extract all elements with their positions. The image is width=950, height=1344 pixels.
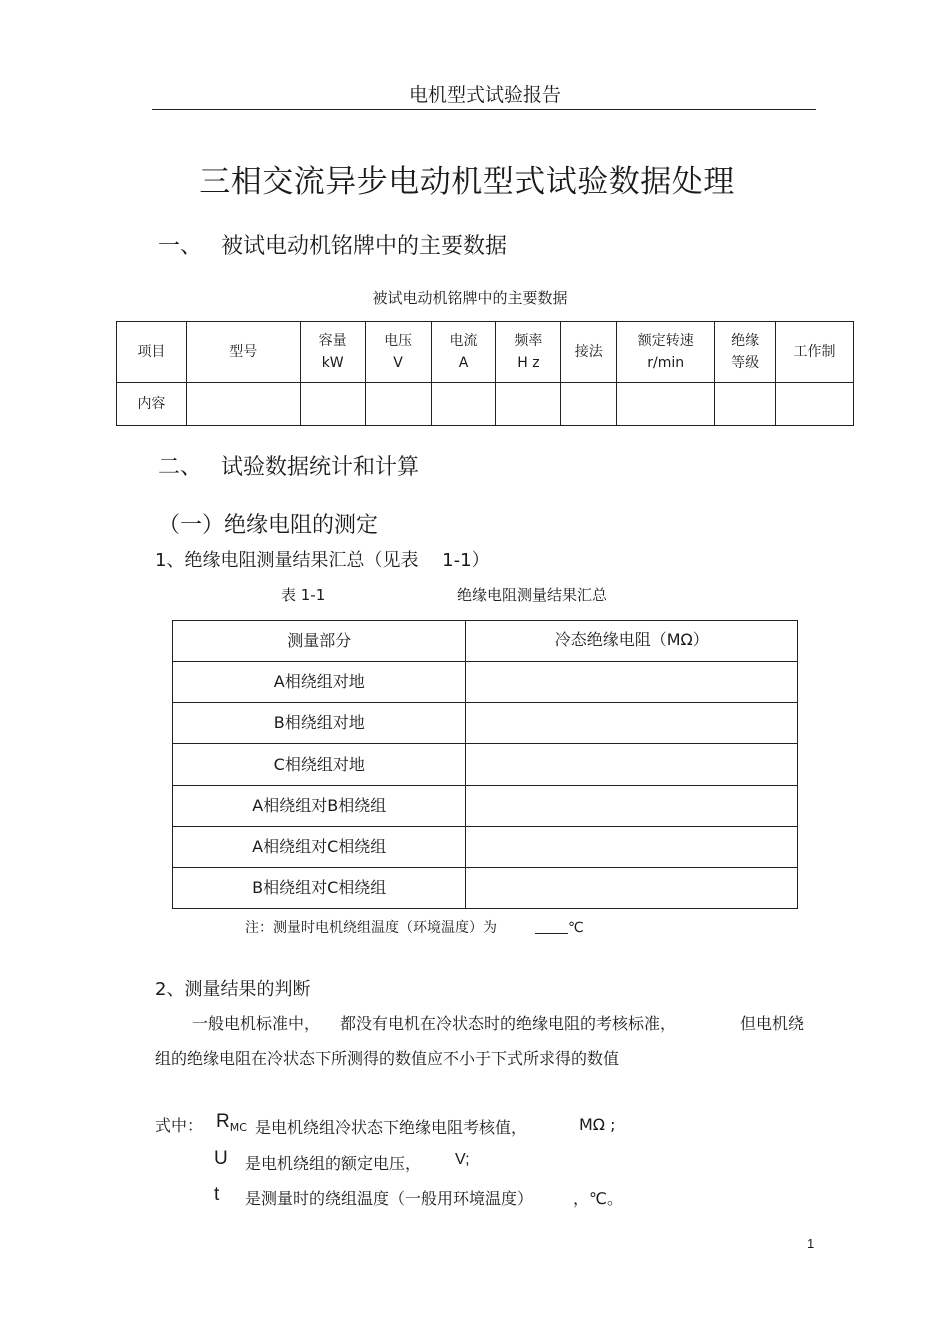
table1-row-label: 内容 xyxy=(117,383,187,426)
table1-caption: 被试电动机铭牌中的主要数据 xyxy=(372,289,568,307)
table1-header-cell: 电流 A xyxy=(431,322,496,383)
table2-caption-title: 绝缘电阻测量结果汇总 xyxy=(457,586,608,604)
section2-number: 二、 xyxy=(158,455,203,480)
table1-cell xyxy=(431,383,496,426)
table-row xyxy=(173,703,798,744)
table1-data-row xyxy=(117,383,854,426)
def-u-unit: V; xyxy=(455,1151,470,1168)
table1-cell xyxy=(776,383,854,426)
def-t-unit: ，℃。 xyxy=(573,1189,623,1208)
nameplate-table xyxy=(116,321,854,426)
table2-value-cell xyxy=(466,744,798,786)
table1-cell xyxy=(365,383,431,426)
table1-header-cell: 工作制 xyxy=(776,322,854,383)
table-row xyxy=(173,786,798,827)
note-unit: ℃ xyxy=(568,920,584,936)
table1-header-cell: 容量 kW xyxy=(300,322,365,383)
formula-label: 式中： xyxy=(155,1116,204,1135)
note-text: 注：测量时电机绕组温度（环境温度）为 xyxy=(245,920,497,936)
table1-cell xyxy=(496,383,561,426)
table1-cell xyxy=(186,383,300,426)
page-number: 1 xyxy=(807,1236,815,1251)
header-divider xyxy=(152,109,816,110)
table-row xyxy=(173,744,798,786)
subsection-heading: （一）绝缘电阻的测定 xyxy=(158,513,379,538)
table1-header-row xyxy=(117,322,854,383)
def-u-desc: 是电机绕组的额定电压， xyxy=(245,1154,422,1173)
table1-cell xyxy=(300,383,365,426)
document-title: 三相交流异步电动机型式试验数据处理 xyxy=(199,164,735,200)
item2-heading: 2、测量结果的判断 xyxy=(155,979,311,1000)
symbol-u: U xyxy=(214,1148,228,1169)
table2-caption-number: 表 1-1 xyxy=(281,586,326,604)
table1-header-cell: 接法 xyxy=(561,322,617,383)
table2-row-label: A相绕组对B相绕组 xyxy=(173,786,466,827)
running-header: 电机型式试验报告 xyxy=(408,84,561,106)
table1-header-cell: 频率 H z xyxy=(496,322,561,383)
paragraph-line1-part3: 但电机绕 xyxy=(740,1014,805,1033)
table2-value-cell xyxy=(466,662,798,703)
table2-value-cell xyxy=(466,786,798,827)
def-rmc-desc: 是电机绕组冷状态下绝缘电阻考核值， xyxy=(255,1118,528,1137)
section1-number: 一、 xyxy=(158,234,203,259)
def-rmc-unit: MΩ ; xyxy=(579,1115,616,1134)
table-row xyxy=(173,868,798,909)
table1-cell xyxy=(715,383,776,426)
symbol-t: t xyxy=(214,1184,220,1205)
table-row xyxy=(173,827,798,868)
table2-row-label: C相绕组对地 xyxy=(173,744,466,786)
def-t-desc: 是测量时的绕组温度（一般用环境温度） xyxy=(245,1189,534,1208)
table1-header-cell: 型号 xyxy=(186,322,300,383)
table2-note xyxy=(245,917,584,937)
table1-header-cell: 电压 V xyxy=(365,322,431,383)
paragraph-line1-part1: 一般电机标准中， xyxy=(192,1014,321,1033)
section2-heading: 试验数据统计和计算 xyxy=(221,455,420,480)
table1-header-cell: 绝缘 等级 xyxy=(715,322,776,383)
table2-row-label: B相绕组对地 xyxy=(173,703,466,744)
table2-row-label: A相绕组对地 xyxy=(173,662,466,703)
table2-row-label: A相绕组对C相绕组 xyxy=(173,827,466,868)
table2-header-resistance: 冷态绝缘电阻（MΩ） xyxy=(466,621,798,662)
table1-cell xyxy=(617,383,715,426)
item1-heading: 1、绝缘电阻测量结果汇总（见表 1-1） xyxy=(155,550,490,571)
table1-header-cell: 项目 xyxy=(117,322,187,383)
table2-value-cell xyxy=(466,827,798,868)
insulation-resistance-table xyxy=(172,620,798,909)
temperature-blank xyxy=(535,919,568,934)
table-row xyxy=(173,662,798,703)
table1-header-cell: 额定转速 r/min xyxy=(617,322,715,383)
formula-def-rmc xyxy=(216,1111,247,1134)
table2-row-label: B相绕组对C相绕组 xyxy=(173,868,466,909)
section1-heading: 被试电动机铭牌中的主要数据 xyxy=(221,234,508,259)
table1-cell xyxy=(561,383,617,426)
table2-value-cell xyxy=(466,703,798,744)
symbol-r: R xyxy=(216,1111,230,1132)
paragraph-line2: 组的绝缘电阻在冷状态下所测得的数值应不小于下式所求得的数值 xyxy=(155,1049,620,1068)
symbol-r-subscript: MC xyxy=(229,1121,247,1134)
paragraph-line1-part2: 都没有电机在冷状态时的绝缘电阻的考核标准， xyxy=(340,1014,677,1033)
table2-header-row xyxy=(173,621,798,662)
table2-value-cell xyxy=(466,868,798,909)
table2-header-part: 测量部分 xyxy=(173,621,466,662)
